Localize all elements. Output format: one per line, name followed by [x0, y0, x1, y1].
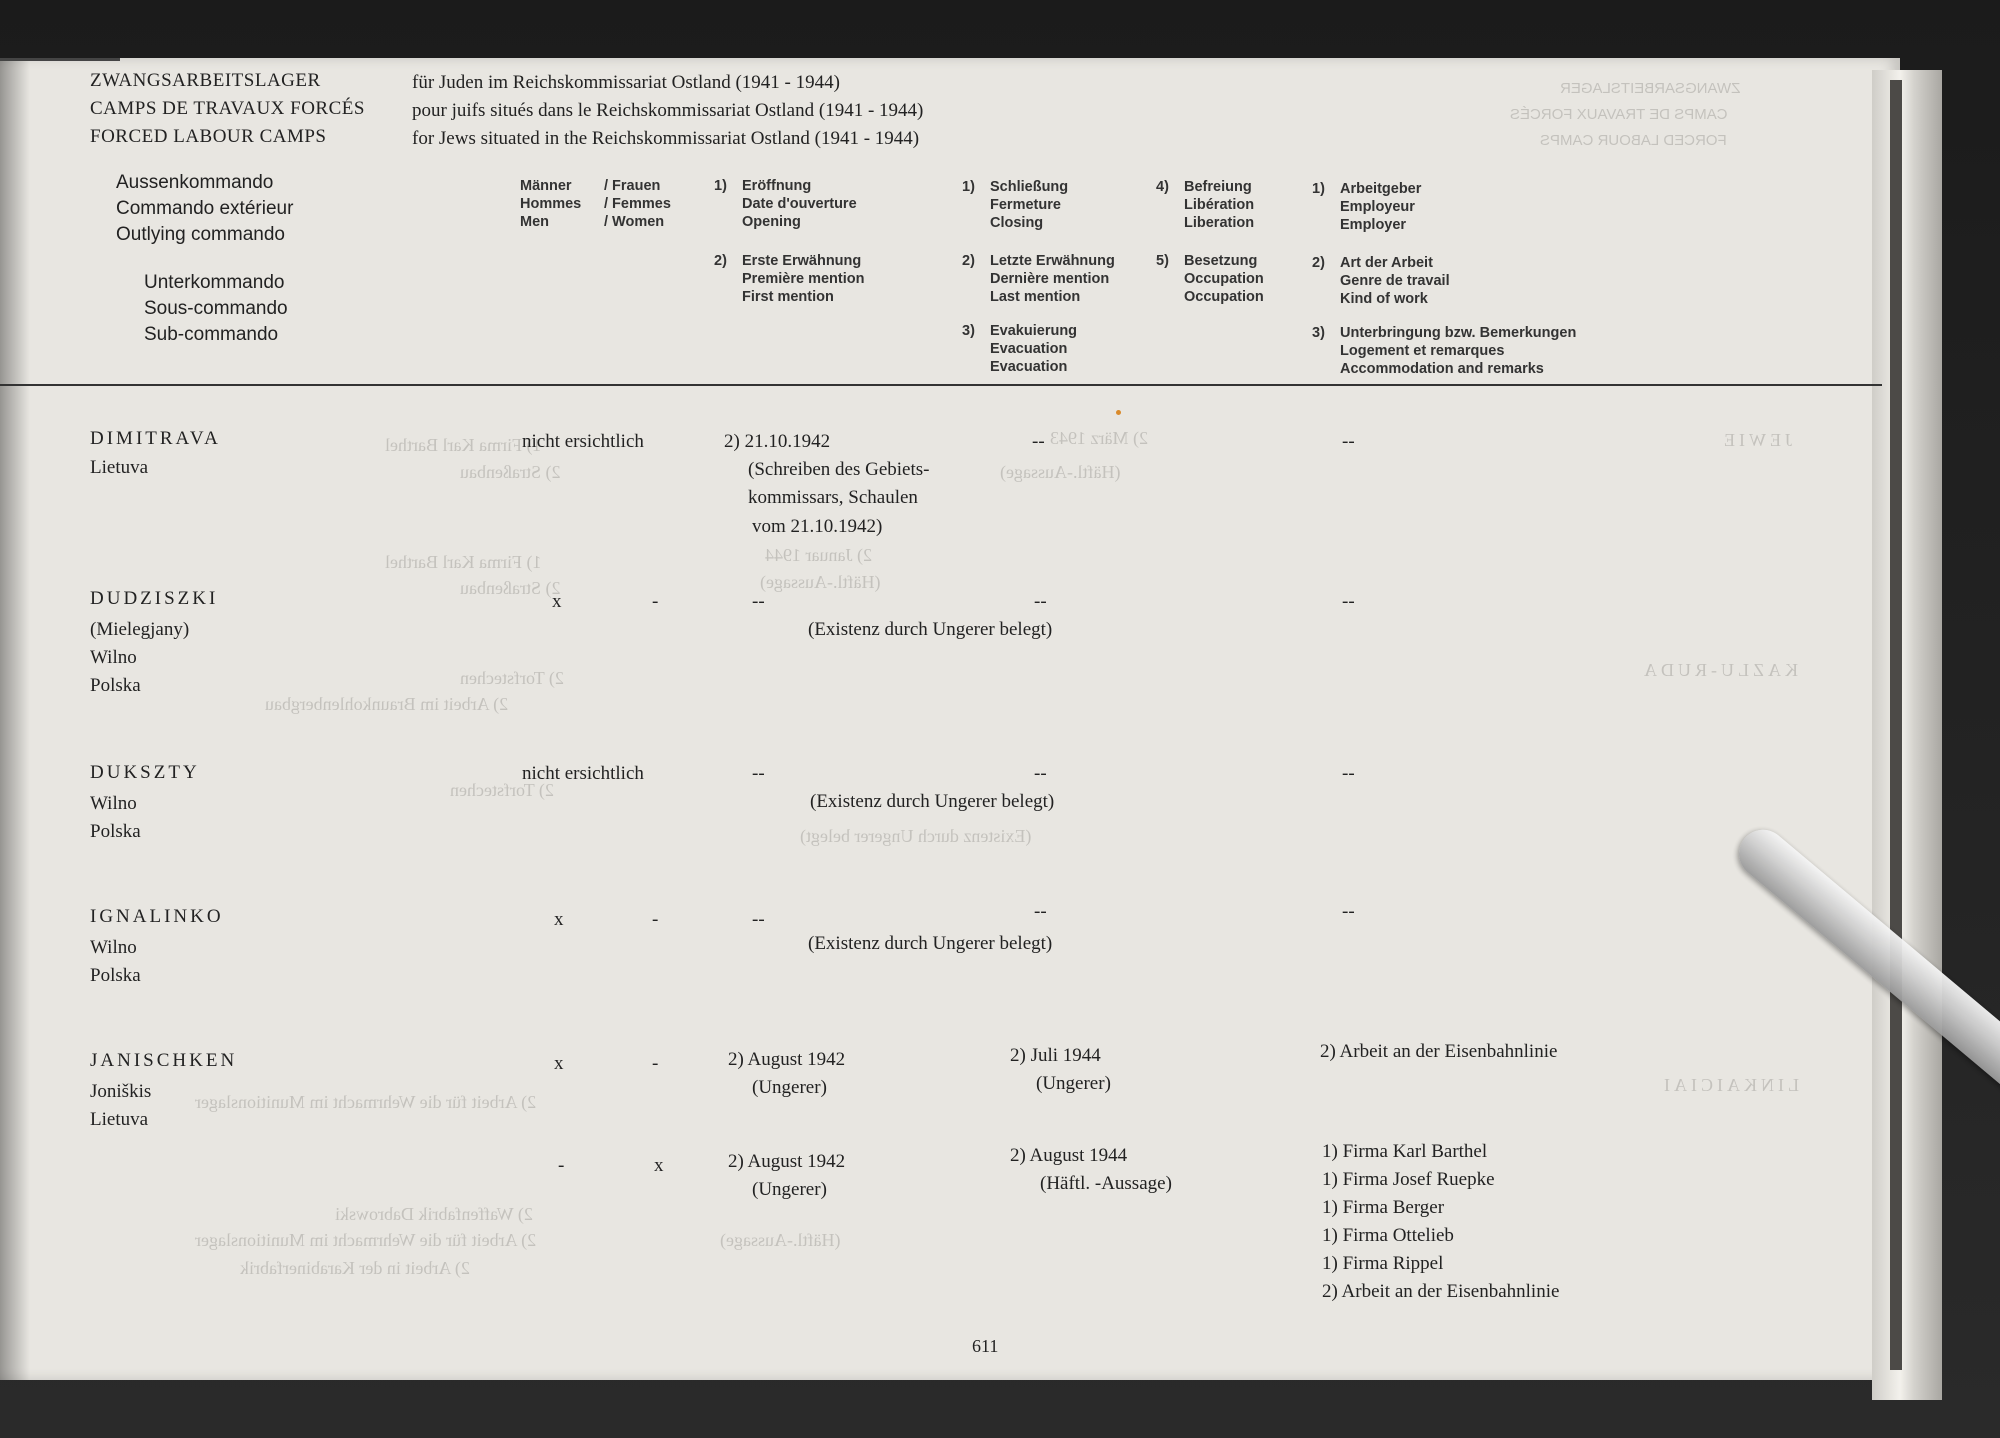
col-liberation: Befreiung Libération Liberation	[1184, 179, 1255, 231]
entry-place: Polska	[90, 965, 141, 986]
col-opening: Eröffnung Date d'ouverture Opening	[742, 178, 857, 230]
entry-place: Polska	[90, 675, 141, 696]
entry-closing: --	[1034, 591, 1047, 612]
entry-name: DUKSZTY	[90, 762, 200, 783]
subtitle-fr: pour juifs situés dans le Reichskommissariat Ostland (1941 - 1944)	[412, 100, 924, 121]
subcommando-fr: Sous-commando	[144, 298, 288, 319]
entry-employer: --	[1342, 763, 1355, 784]
entry-employer: 2) Arbeit an der Eisenbahnlinie	[1322, 1281, 1560, 1302]
entry-gender: nicht ersichtlich	[522, 431, 644, 452]
entry-opening-note: (Schreiben des Gebiets-	[748, 459, 930, 480]
entry-employer: 1) Firma Rippel	[1322, 1253, 1444, 1274]
header-divider	[0, 384, 1882, 386]
col-last-mention: Letzte Erwähnung Dernière mention Last mention	[990, 253, 1115, 305]
entry-note: (Existenz durch Ungerer belegt)	[810, 791, 1055, 812]
entry-place: Wilno	[90, 937, 137, 958]
entry-employer: 2) Arbeit an der Eisenbahnlinie	[1320, 1041, 1558, 1062]
orange-speck	[1116, 410, 1121, 415]
ghost-line-10: 2) Waffenfabrik Dabrowski	[335, 1204, 533, 1224]
col-opening-num: 1)	[714, 178, 727, 194]
entry-opening: --	[752, 763, 765, 784]
ghost-line-15: (Häftl.-Aussage)	[760, 572, 881, 592]
subtitle-en: for Jews situated in the Reichskommissariat Ostland (1941 - 1944)	[412, 128, 920, 149]
title-de: ZWANGSARBEITSLAGER	[90, 70, 321, 91]
ghost-line-16: (Häftl.-Aussage)	[1000, 462, 1121, 482]
col-first-mention-num: 2)	[714, 253, 727, 269]
entry-opening-note: (Ungerer)	[752, 1077, 827, 1098]
entry-employer: 1) Firma Berger	[1322, 1197, 1445, 1218]
entry-note: (Existenz durch Ungerer belegt)	[808, 619, 1053, 640]
entry-employer: --	[1342, 431, 1355, 452]
subcommando-en: Sub-commando	[144, 324, 279, 345]
col-first-mention: Erste Erwähnung Première mention First mention	[742, 253, 865, 305]
entry-closing: --	[1034, 901, 1047, 922]
ghost-line-7: 2) Torfstechen	[450, 780, 554, 800]
col-liberation-num: 4)	[1156, 179, 1169, 195]
entry-closing-note: (Ungerer)	[1036, 1073, 1111, 1094]
ghost-line-2: 2) Straßenbau	[460, 462, 561, 482]
title-en: FORCED LABOUR CAMPS	[90, 126, 327, 147]
entry-opening: --	[752, 909, 765, 930]
col-closing: Schließung Fermeture Closing	[990, 179, 1069, 231]
entry-opening: 2) 21.10.1942	[724, 431, 831, 452]
ghost-name-1: JEWIE	[1720, 430, 1792, 450]
ghost-line-3: 1) Firma Karl Barthel	[385, 552, 542, 572]
entry-employer: 1) Firma Karl Barthel	[1322, 1141, 1488, 1162]
entry-place: Lietuva	[90, 457, 149, 478]
entry-employer: --	[1342, 591, 1355, 612]
ghost-line-4: 2) Straßenbau	[460, 578, 561, 598]
ghost-line-6: 2) Arbeit im Braunkohlenbergbau	[265, 694, 509, 714]
entry-employer: 1) Firma Ottelieb	[1322, 1225, 1454, 1246]
entry-women: x	[654, 1155, 664, 1176]
entry-employer: --	[1342, 901, 1355, 922]
ghost-line-12: 2) Arbeit in der Karabinerfabrik	[240, 1258, 470, 1278]
col-gender-men: Männer Hommes Men	[520, 178, 582, 230]
entry-closing: 2) Juli 1944	[1010, 1045, 1101, 1066]
col-work-num: 2)	[1312, 255, 1325, 271]
page-stack-dark-edge	[1890, 80, 1902, 1370]
entry-place: Lietuva	[90, 1109, 149, 1130]
entry-closing: --	[1032, 431, 1045, 452]
entry-opening-note: kommissars, Schaulen	[748, 487, 918, 508]
entry-name: DUDZISZKI	[90, 588, 219, 609]
ghost-title-2: CAMPS DE TRAVAUX FORCÉS	[1510, 106, 1728, 123]
entry-note: (Existenz durch Ungerer belegt)	[808, 933, 1053, 954]
entry-women: -	[652, 1053, 659, 1074]
book-page	[0, 58, 1900, 1380]
entry-name: DIMITRAVA	[90, 428, 221, 449]
entry-employer: 1) Firma Josef Ruepke	[1322, 1169, 1495, 1190]
outlying-de: Aussenkommando	[116, 172, 274, 193]
entry-name: IGNALINKO	[90, 906, 224, 927]
entry-men: x	[554, 909, 564, 930]
ghost-title-1: ZWANGSARBEITSLAGER	[1560, 80, 1741, 97]
entry-closing: --	[1034, 763, 1047, 784]
entry-men: x	[554, 1053, 564, 1074]
entry-women: -	[652, 591, 659, 612]
ghost-line-8: (Existenz durch Ungerer belegt)	[800, 826, 1032, 846]
col-employer: Arbeitgeber Employeur Employer	[1340, 181, 1422, 233]
page-stack-edge	[1872, 70, 1942, 1400]
entry-opening-note: vom 21.10.1942)	[752, 516, 883, 537]
page-gutter-shadow	[0, 58, 30, 1380]
entry-place: Wilno	[90, 647, 137, 668]
ghost-line-9: 2) Arbeit für die Wehrmacht im Munitionslager	[195, 1092, 537, 1112]
subtitle-de: für Juden im Reichskommissariat Ostland (1941 - 1944)	[412, 72, 840, 93]
entry-place: Wilno	[90, 793, 137, 814]
outlying-en: Outlying commando	[116, 224, 285, 245]
ghost-title-3: FORCED LABOUR CAMPS	[1540, 132, 1727, 149]
entry-opening: 2) August 1942	[728, 1151, 846, 1172]
ghost-line-17: (Häftl.-Aussage)	[720, 1230, 841, 1250]
ghost-name-3: LINKAICIAI	[1660, 1075, 1799, 1095]
entry-gender: nicht ersichtlich	[522, 763, 644, 784]
entry-closing-note: (Häftl. -Aussage)	[1040, 1173, 1172, 1194]
title-fr: CAMPS DE TRAVAUX FORCÉS	[90, 98, 365, 119]
col-remarks: Unterbringung bzw. Bemerkungen Logement et remarques Accommodation and remarks	[1340, 325, 1577, 377]
entry-place: (Mielegjany)	[90, 619, 190, 640]
entry-men: x	[552, 591, 562, 612]
entry-opening: 2) August 1942	[728, 1049, 846, 1070]
ghost-line-1: 1) Firma Karl Barthel	[385, 435, 542, 455]
entry-closing: 2) August 1944	[1010, 1145, 1128, 1166]
outlying-fr: Commando extérieur	[116, 198, 294, 219]
ghost-line-5: 2) Torfstechen	[460, 668, 564, 688]
ghost-line-11: 2) Arbeit für die Wehrmacht im Munitionslager	[195, 1230, 537, 1250]
top-edge-line	[0, 58, 120, 61]
ghost-line-13: 2) März 1943	[1050, 428, 1148, 448]
entry-place: Joniškis	[90, 1081, 152, 1102]
col-remarks-num: 3)	[1312, 325, 1325, 341]
col-evacuation-num: 3)	[962, 323, 975, 339]
entry-place: Polska	[90, 821, 141, 842]
entry-name: JANISCHKEN	[90, 1050, 238, 1071]
col-gender-women: / Frauen / Femmes / Women	[604, 178, 671, 230]
entry-opening-note: (Ungerer)	[752, 1179, 827, 1200]
col-evacuation: Evakuierung Evacuation Evacuation	[990, 323, 1078, 375]
entry-women: -	[652, 909, 659, 930]
page-number: 611	[972, 1336, 999, 1356]
ghost-line-14: 2) Januar 1944	[765, 545, 872, 565]
col-work: Art der Arbeit Genre de travail Kind of work	[1340, 255, 1450, 307]
col-occupation-num: 5)	[1156, 253, 1169, 269]
col-occupation: Besetzung Occupation Occupation	[1184, 253, 1264, 305]
ghost-name-2: KAZLU-RUDA	[1640, 660, 1798, 680]
col-closing-num: 1)	[962, 179, 975, 195]
subcommando-de: Unterkommando	[144, 272, 285, 293]
entry-men: -	[558, 1155, 565, 1176]
entry-opening: --	[752, 591, 765, 612]
col-last-mention-num: 2)	[962, 253, 975, 269]
col-employer-num: 1)	[1312, 181, 1325, 197]
